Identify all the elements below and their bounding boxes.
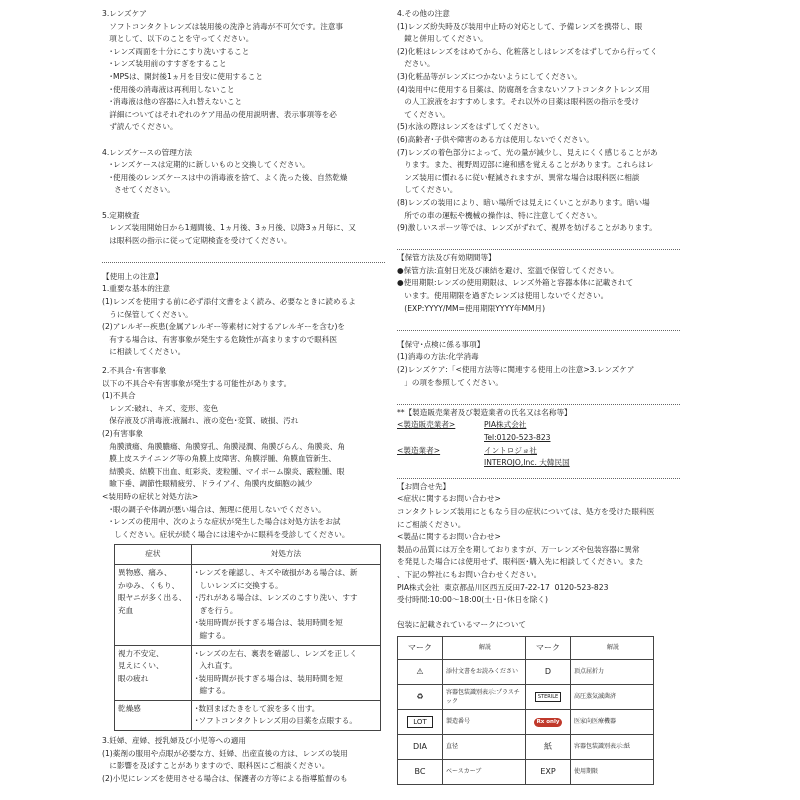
text-line: に影響を及ぼすことがありますので、眼科医にご相談ください。 <box>102 761 330 771</box>
text-line: コンタクトレンズ装用にともなう目の症状については、処方を受けた眼科医 <box>397 506 655 516</box>
cell-line: ･装用時間が長すぎる場合は、装用時間を短 <box>194 618 343 628</box>
text-line: (3)化粧品等がレンズにつかないようにしてください。 <box>397 71 582 81</box>
mark-header-2: マーク <box>526 636 571 659</box>
text-line: ●保管方法:直射日光及び凍結を避け、室温で保管してください。 <box>397 265 619 275</box>
symptom-cell <box>115 700 192 730</box>
mark-exp: EXP <box>540 767 556 777</box>
seller-tel: Tel:0120-523-823 <box>484 433 551 442</box>
mark-desc-cell: 容器包装識別表示:紙 <box>571 734 654 759</box>
text-line: (2)有害事象 <box>102 429 144 438</box>
text-line: 【保管方法及び有効期間等】 <box>397 253 496 263</box>
cell-line: 縮する。 <box>194 630 230 640</box>
text-line: (8)レンズの装用により、暗い場所では見えにくいことがあります。暗い場 <box>397 197 650 207</box>
maintenance-section <box>397 339 689 389</box>
sterile-label: STERILE <box>535 692 561 702</box>
adverse-events-section <box>102 365 380 541</box>
text-line: ･レンズの使用中、次のような症状が発生した場合は対処方法をお試 <box>102 517 341 527</box>
text-line: させてください。 <box>102 185 175 195</box>
cell-line: 乾燥感 <box>118 703 141 713</box>
text-line: ･レンズ両面を十分にこすり洗いすること <box>102 46 250 56</box>
text-line: <症状に関するお問い合わせ> <box>397 494 501 504</box>
mark-desc-cell: 使用期限 <box>571 759 654 784</box>
cell-line: ･レンズの左右、裏表を確認し、レンズを正しく <box>194 648 358 658</box>
storage-section <box>397 252 689 315</box>
symptom-cell <box>115 564 192 645</box>
text-line: 受付時間:10:00～18:00(土･日･休日を除く) <box>397 595 548 605</box>
mark-desc-cell: 頂点屈折力 <box>571 659 654 684</box>
text-line: <製品に関するお問い合わせ> <box>397 532 501 542</box>
text-line: 1.重要な基本的注意 <box>102 284 170 294</box>
mark-cell <box>526 684 571 709</box>
desc-header-2: 解説 <box>571 636 654 659</box>
symptom-row <box>115 645 381 700</box>
text-line: (2)レンズケア:「<使用方法等に関連する使用上の注意>3.レンズケア <box>397 365 635 375</box>
section-divider <box>397 404 680 405</box>
mark-header: マーク <box>398 636 443 659</box>
text-line: 有する場合は、有害事象が発生する危険性が高まりますので眼科医 <box>102 334 338 344</box>
mark-cell <box>398 759 443 784</box>
text-line: を発見した場合には使用せず、眼科医･購入先に相談してください。また <box>397 557 644 567</box>
text-line: 2.不具合･有害事象 <box>102 366 167 376</box>
text-line: (2)化粧はレンズをはめてから、化粧落としはレンズをはずしてから行ってく <box>397 46 658 56</box>
cell-line: 眼ヤニが多く出る、 <box>118 593 187 603</box>
text-line: ださい。 <box>397 59 435 69</box>
text-line: しください。症状が続く場合には速やかに眼科を受診してください。 <box>102 529 350 539</box>
mark-bc: BC <box>414 767 426 777</box>
lot-label: LOT <box>407 716 432 728</box>
rx-only-icon: Rx only <box>534 718 563 727</box>
text-line: ･眼の調子や体調が悪い場合は、無理に使用しないでください。 <box>102 504 326 514</box>
text-line: (2)アレルギー疾患(金属アレルギー等素材に対するアレルギーを含む)を <box>102 322 346 332</box>
action-cell <box>191 564 380 645</box>
text-line: 鏡と併用してください。 <box>397 34 488 44</box>
marks-row <box>398 709 654 734</box>
cell-line: 異物感、痛み、 <box>118 567 172 577</box>
mark-desc-cell: 直径 <box>443 734 526 759</box>
symptom-cell <box>115 645 192 700</box>
text-line: (1)レンズ紛失時及び装用中止時の対応として、予備レンズを携帯し、眼 <box>397 21 643 31</box>
lens-case-section <box>102 147 380 197</box>
text-line: 結膜炎、結膜下出血、虹彩炎、麦粒腫、マイボーム腺炎、霰粒腫、眼 <box>102 466 345 476</box>
pregnancy-section <box>102 735 380 785</box>
text-line: (9)激しいスポーツ等では、レンズがずれて、視界を妨げることがあります。 <box>397 223 657 233</box>
text-line: ･消毒液は他の容器に入れ替えないこと <box>102 97 243 107</box>
text-line: 【使用上の注意】 <box>102 271 163 281</box>
other-notes-section <box>397 8 689 235</box>
text-line: してください。 <box>397 185 458 195</box>
mark-desc-cell: 製造番号 <box>443 709 526 734</box>
recycle-plastic-icon: ♻ <box>416 692 424 702</box>
text-line: てください。 <box>397 109 450 119</box>
text-line: ･レンズ装用前のすすぎをすること <box>102 59 227 69</box>
mark-desc-cell: 高圧蒸気滅菌済 <box>571 684 654 709</box>
text-line: 瞼下垂、調節性眼精疲労、ドライアイ、角膜内皮細胞の減少 <box>102 479 313 489</box>
marks-row <box>398 734 654 759</box>
cell-line: ぎを行う。 <box>194 605 238 615</box>
marks-caption: 包装に記載されているマークについて <box>397 620 526 630</box>
mark-cell <box>526 759 571 784</box>
mark-cell <box>398 734 443 759</box>
cell-line: 視力不安定、 <box>118 648 164 658</box>
warning-triangle-icon: ⚠ <box>416 667 424 677</box>
marks-table <box>397 636 654 785</box>
text-line: PIA株式会社 東京都品川区西五反田7-22-17 0120-523-823 <box>397 582 609 592</box>
text-line: ンズ装用に慣れるに従い軽減されますが、異常な場合は眼科医に相談 <box>397 172 640 182</box>
text-line: います。使用期限を過ぎたレンズは使用しないでください。 <box>397 291 609 301</box>
cell-line: 見えにくい、 <box>118 661 164 671</box>
mark-cell <box>526 709 571 734</box>
cell-line: 入れ直す。 <box>194 661 237 671</box>
section-divider <box>397 330 680 331</box>
mark-cell <box>398 684 443 709</box>
cell-line: 縮する。 <box>194 686 230 696</box>
cell-line: ･汚れがある場合は、レンズのこすり洗い、すす <box>194 593 358 603</box>
precautions-section <box>102 271 380 359</box>
text-line: 3.レンズケア <box>102 9 147 18</box>
mark-cell <box>526 734 571 759</box>
text-line: (1)レンズを使用する前に必ず添付文書をよく読み、必要なときに読めるよ <box>102 297 356 307</box>
symptom-table <box>114 544 381 731</box>
text-line: (2)小児にレンズを使用させる場合は、保護者の方等による指導監督のも <box>102 773 348 783</box>
mark-desc-cell: ベースカーブ <box>443 759 526 784</box>
lens-care-section <box>102 8 380 134</box>
text-line: <装用時の症状と対処方法> <box>102 491 199 501</box>
text-line: 角膜潰瘍、角膜膿瘍、角膜穿孔、角膜浸潤、角膜びらん、角膜炎、角 <box>102 441 346 451</box>
manufacturer-heading: **【製造販売業者及び製造業者の氏名又は名称等】 <box>397 407 572 417</box>
action-header: 対処方法 <box>191 545 380 565</box>
mark-cell <box>398 709 443 734</box>
cell-line: かゆみ、くもり、 <box>118 580 180 590</box>
text-line: レンズ装用開始日から1週間後、1ヵ月後、3ヵ月後、以降3ヵ月毎に、又 <box>102 223 356 233</box>
text-line: 製品の品質には万全を期しておりますが、万一レンズや包装容器に異常 <box>397 544 640 554</box>
symptom-row <box>115 564 381 645</box>
text-line: 項として、以下のことを守ってください。 <box>102 34 254 44</box>
text-line: に相談してください。 <box>102 347 186 357</box>
text-line: は眼科医の指示に従って定期検査を受けてください。 <box>102 235 292 245</box>
checkup-section <box>102 210 380 248</box>
text-line: にご相談ください。 <box>397 519 466 529</box>
text-line: 所での車の運転や機械の操作は、特に注意してください。 <box>397 210 602 220</box>
mark-d: D <box>544 667 552 677</box>
text-line: 【お問合せ先】 <box>397 481 451 491</box>
text-line: (4)装用中に使用する目薬は、防腐剤を含まないソフトコンタクトレンズ用 <box>397 84 650 94</box>
symptom-row <box>115 700 381 730</box>
text-line: ず読んでください。 <box>102 122 178 132</box>
text-line: ･MPSは、開封後1ヵ月を目安に使用すること <box>102 71 263 81</box>
section-divider <box>397 249 680 250</box>
cell-line: ･ソフトコンタクトレンズ用の目薬を点眼する。 <box>194 716 357 726</box>
cell-line: ･装用時間が長すぎる場合は、装用時間を短 <box>194 673 343 683</box>
cell-line: ･レンズを確認し、キズや破損がある場合は、新 <box>194 567 358 577</box>
mark-desc-cell: 医家向医療機器 <box>571 709 654 734</box>
text-line: (EXP:YYYY/MM=使用期限YYYY年MM月) <box>397 303 546 313</box>
text-line: 詳細についてはそれぞれのケア用品の使用説明書、表示事項等を必 <box>102 109 337 119</box>
right-column <box>397 8 689 785</box>
text-line: 以下の不具合や有害事象が発生する可能性があります。 <box>102 378 292 388</box>
text-line: レンズ:破れ、キズ、変形、変色 <box>102 403 219 413</box>
cell-line: 充血 <box>118 605 134 615</box>
maker-label: <製造業者> <box>397 445 441 455</box>
marks-row <box>398 659 654 684</box>
maker-en: INTEROJO,Inc. 大韓民国 <box>484 458 570 468</box>
text-line: うに保管してください。 <box>102 309 193 319</box>
text-line: ･レンズケースは定期的に新しいものと交換してください。 <box>102 160 310 170</box>
text-line: 」の項を参照してください。 <box>397 377 503 387</box>
mark-cell <box>398 659 443 684</box>
text-line: (1)消毒の方法:化学消毒 <box>397 352 479 362</box>
text-line: ります。また、視野周辺部に違和感を覚えることがあります。これらはレ <box>397 160 654 170</box>
text-line: ソフトコンタクトレンズは装用後の洗浄と消毒が不可欠です。注意事 <box>102 21 344 31</box>
text-line: の人工涙液をおすすめします。それ以外の目薬は眼科医の指示を受け <box>397 97 640 107</box>
manufacturer-section <box>397 407 689 470</box>
section-divider <box>102 262 385 263</box>
seller-label: <製造販売業者> <box>397 420 456 430</box>
text-line: 5.定期検査 <box>102 210 140 220</box>
text-line: 膜上皮ステイニング等の角膜上皮障害、角膜浮腫、角膜血管新生、 <box>102 454 336 464</box>
text-line: 4.その他の注意 <box>397 9 450 18</box>
maker-name: イントロジョ社 <box>484 445 538 455</box>
cell-line: ･数回まばたきをして涙を多く出す。 <box>194 703 320 713</box>
text-line: 保存液及び消毒液:液漏れ、液の変色･変質、破損、汚れ <box>102 416 299 426</box>
marks-row <box>398 684 654 709</box>
cell-line: 眼の疲れ <box>118 673 149 683</box>
mark-desc-cell: 容器包装識別表示:プラスチック <box>443 684 526 709</box>
text-line: (1)薬剤の服用や点眼が必要な方、妊婦、出産直後の方は、レンズの装用 <box>102 748 348 758</box>
text-line: 3.妊婦、産婦、授乳婦及び小児等への適用 <box>102 736 246 746</box>
mark-desc-cell: 添付文書をお読みください <box>443 659 526 684</box>
text-line: 、下記の弊社にもお問い合わせください。 <box>397 569 542 579</box>
section-divider <box>397 478 680 479</box>
text-line: 【保守･点検に係る事項】 <box>397 339 485 349</box>
action-cell <box>191 645 380 700</box>
text-line: (7)レンズの着色部分によって、光の量が減少し、見えにくく感じることがあ <box>397 147 658 157</box>
text-line: (6)高齢者･子供や障害のある方は使用しないでください。 <box>397 134 594 144</box>
action-cell <box>191 700 380 730</box>
text-line: ･使用後の消毒液は再利用しないこと <box>102 84 235 94</box>
desc-header: 解説 <box>443 636 526 659</box>
text-line: ･使用後のレンズケースは中の消毒液を捨て、よく洗った後、自然乾燥 <box>102 172 348 182</box>
text-line: (5)水泳の際はレンズをはずしてください。 <box>397 122 545 132</box>
inquiry-section <box>397 481 689 607</box>
text-line: 4.レンズケースの管理方法 <box>102 147 192 157</box>
text-line: (1)不具合 <box>102 391 136 401</box>
marks-row <box>398 759 654 784</box>
seller-name: PIA株式会社 <box>484 420 527 430</box>
symptom-header: 症状 <box>115 545 192 565</box>
recycle-paper-icon: 紙 <box>544 742 552 752</box>
text-line: ●使用期限:レンズの使用期限は、レンズ外箱と容器本体に記載されて <box>397 278 634 288</box>
mark-cell <box>526 659 571 684</box>
cell-line: しいレンズに交換する。 <box>194 580 283 590</box>
mark-dia: DIA <box>413 742 427 752</box>
left-column <box>102 8 380 785</box>
